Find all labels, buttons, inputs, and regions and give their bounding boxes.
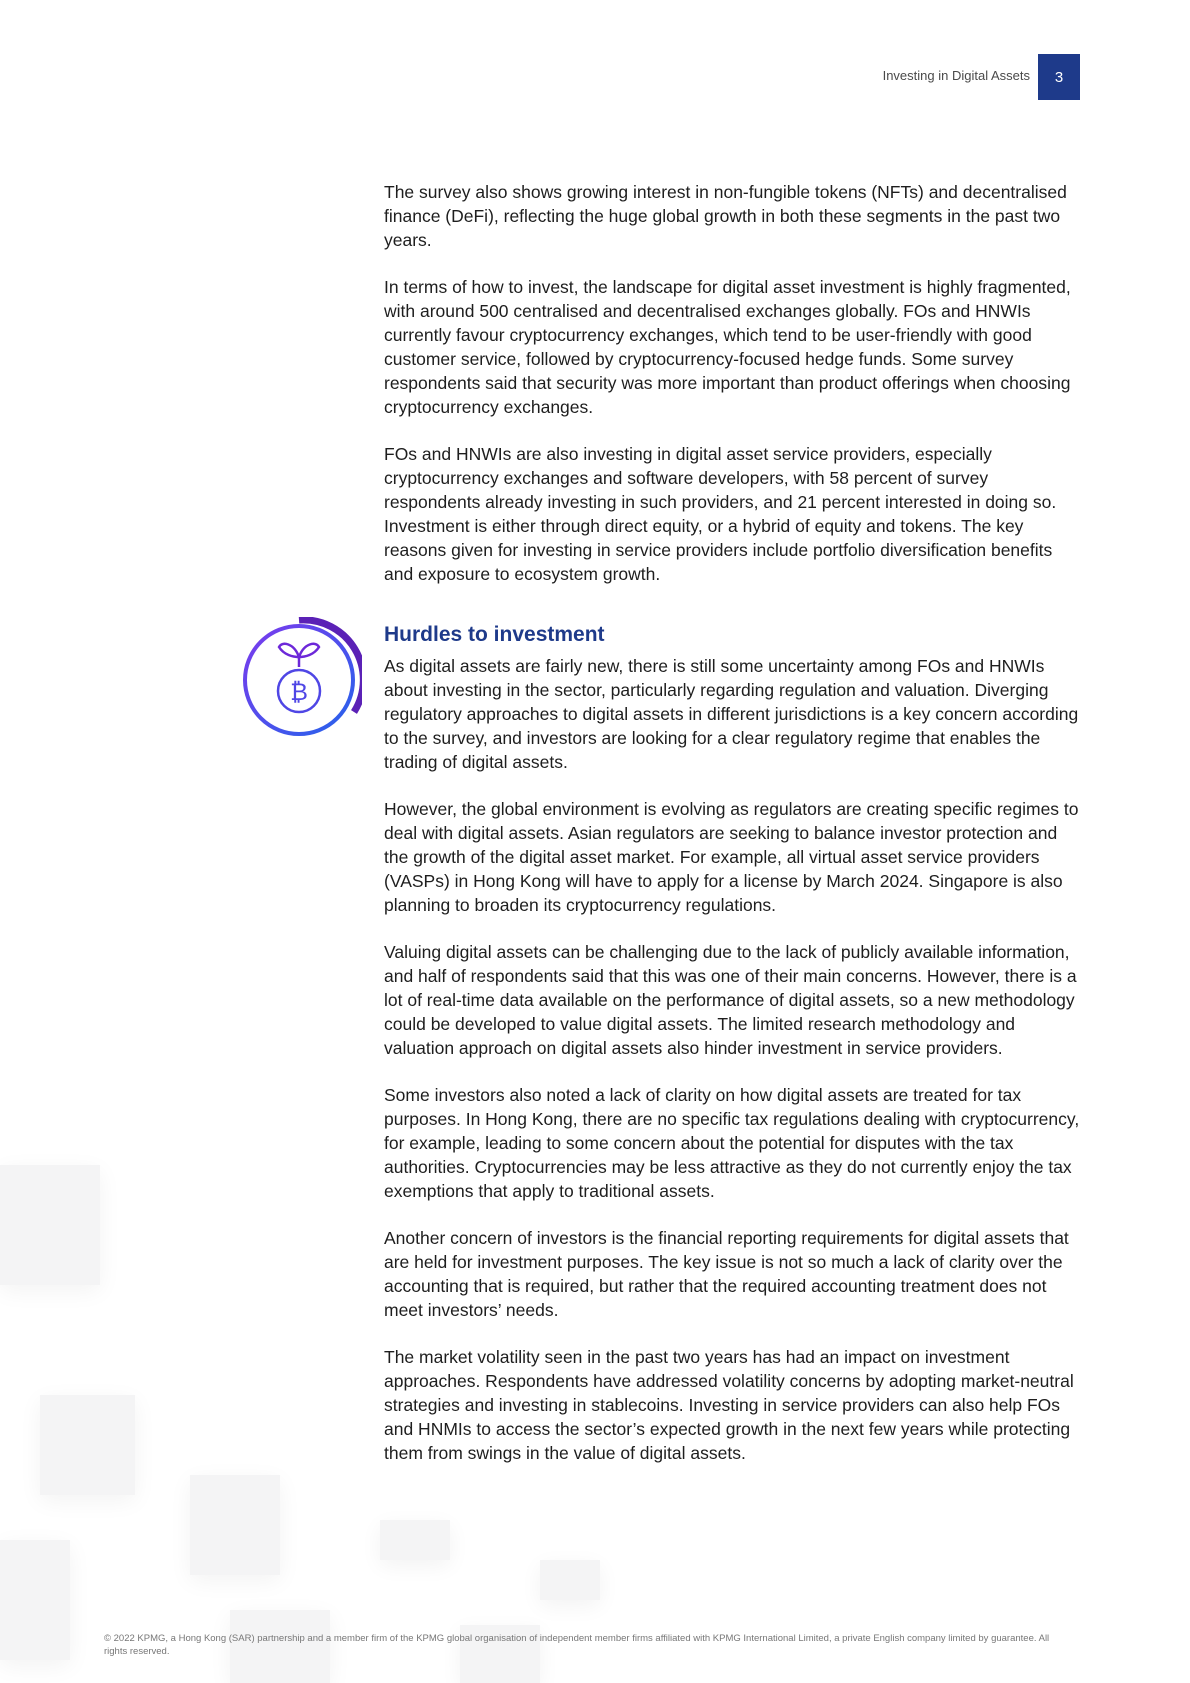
bitcoin-plant-icon (236, 617, 362, 743)
decorative-tile (380, 1520, 450, 1560)
copyright-footer: © 2022 KPMG, a Hong Kong (SAR) partnership and a member firm of the KPMG global organisation of independent member firms affiliated with KPMG International Limited, a private English company limited by guarantee. All rights reserved. (104, 1633, 1050, 1657)
svg-text:₿: ₿ (290, 678, 308, 706)
page-number-badge (1038, 54, 1080, 100)
section-paragraph-1: As digital assets are fairly new, there is still some uncertainty among FOs and HNWIs about investing in the sector, particularly regarding regulation and valuation. Diverging regulatory approaches to digital assets in different jurisdictions is a key concern according to the survey, and investors are looking for a clear regulatory regime that enables the trading of digital assets. (384, 656, 1079, 772)
decorative-tile (0, 1540, 70, 1660)
running-header-title: Investing in Digital Assets (882, 68, 1030, 83)
decorative-tile (540, 1560, 600, 1600)
section-heading: Hurdles to investment (384, 623, 605, 646)
intro-paragraph-2: In terms of how to invest, the landscape for digital asset investment is highly fragmented, with around 500 centralised and decentralised exchanges globally. FOs and HNWIs currently favour cryptocurrency exchanges, which tend to be user-friendly with good customer service, followed by cryptocurrency-focused hedge funds. Some survey respondents said that security was more important than product offerings when choosing cryptocurrency exchanges. (384, 277, 1071, 417)
intro-paragraph-3: FOs and HNWIs are also investing in digital asset service providers, especially cryptocurrency exchanges and software developers, with 58 percent of survey respondents already investing in such providers, and 21 percent interested in doing so. Investment is either through direct equity, or a hybrid of equity and tokens. The key reasons given for investing in service providers include portfolio diversification benefits and exposure to ecosystem growth. (384, 444, 1057, 584)
article-body (384, 180, 1084, 1488)
section-paragraph-4: Some investors also noted a lack of clarity on how digital assets are treated for tax purposes. In Hong Kong, there are no specific tax regulations dealing with cryptocurrency, for example, leading to some concern about the potential for disputes with the tax authorities. Cryptocurrencies may be less attractive as they do not currently enjoy the tax exemptions that apply to traditional assets. (384, 1085, 1080, 1201)
decorative-tile (40, 1395, 135, 1495)
section-paragraph-2: However, the global environment is evolving as regulators are creating specific regimes to deal with digital assets. Asian regulators are seeking to balance investor protection and the growth of the digital asset market. For example, all virtual asset service providers (VASPs) in Hong Kong will have to apply for a license by March 2024. Singapore is also planning to broaden its cryptocurrency regulations. (384, 799, 1079, 915)
section-paragraph-3: Valuing digital assets can be challenging due to the lack of publicly available information, and half of respondents said that this was one of their main concerns. However, there is a lot of real-time data available on the performance of digital assets, so a new methodology could be developed to value digital assets. The limited research methodology and valuation approach on digital assets also hinder investment in service providers. (384, 942, 1077, 1058)
decorative-tile (190, 1475, 280, 1575)
page-number: 3 (1054, 68, 1064, 86)
section-paragraph-6: The market volatility seen in the past two years has had an impact on investment approaches. Respondents have addressed volatility concerns by adopting market-neutral strategies and investing in stablecoins. Investing in service providers can also help FOs and HNMIs to access the sector’s expected growth in the next few years while protecting them from swings in the value of digital assets. (384, 1347, 1074, 1463)
decorative-tile (0, 1165, 100, 1285)
section-paragraph-5: Another concern of investors is the financial reporting requirements for digital assets that are held for investment purposes. The key issue is not so much a lack of clarity over the accounting that is required, but rather that the required accounting treatment does not meet investors’ needs. (384, 1228, 1069, 1320)
intro-paragraph-1: The survey also shows growing interest in non-fungible tokens (NFTs) and decentralised finance (DeFi), reflecting the huge global growth in both these segments in the past two years. (384, 182, 1067, 250)
